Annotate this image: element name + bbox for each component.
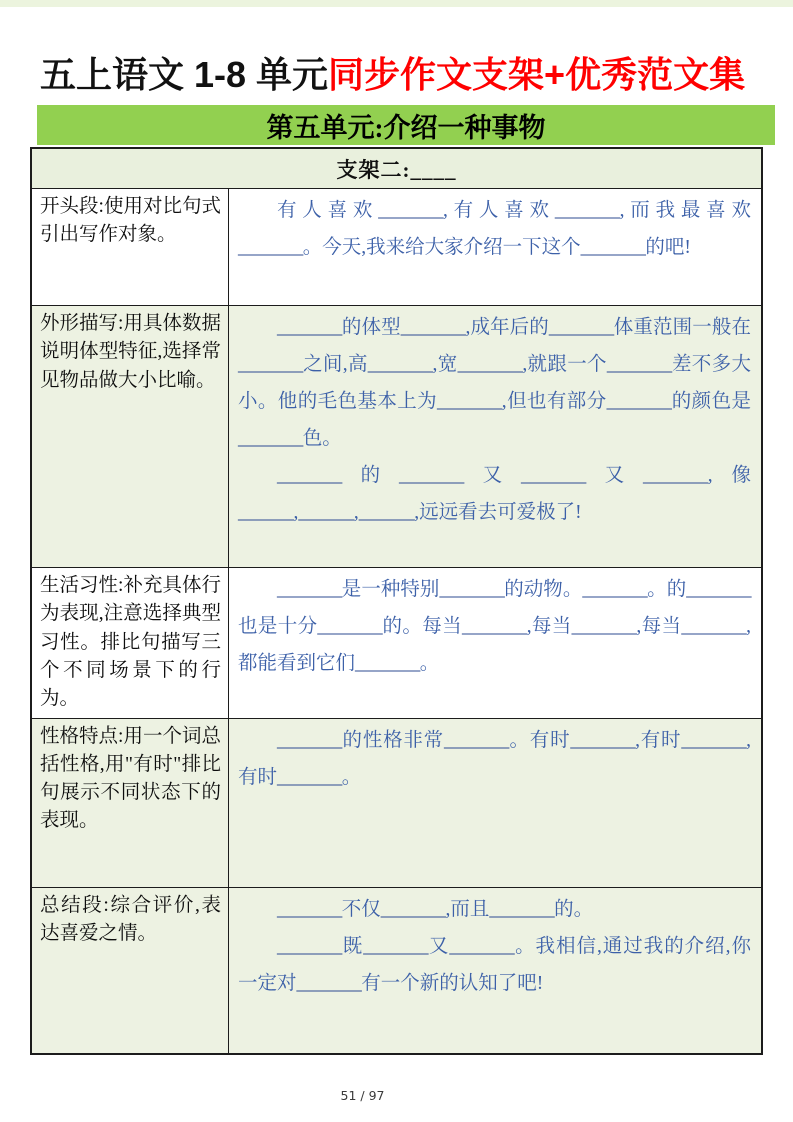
fill-in-blank: ______ [358, 502, 415, 524]
table-row [32, 719, 761, 888]
template-paragraph: _______的性格非常_______。有时_______,有时_______,有时_______。 [238, 729, 751, 788]
fill-in-blank: _______ [606, 391, 672, 413]
top-edge-strip [0, 0, 793, 7]
fill-in-blank: _______ [681, 729, 747, 751]
row-template [229, 189, 761, 305]
row-instruction: 总结段:综合评价,表达喜爱之情。 [32, 888, 229, 1053]
template-paragraph: _______的体型_______,成年后的_______体重范围一般在_______之间,高_______,宽_______,就跟一个_______差不多大小。他的毛色基本上为_______,但也有部分_______的颜色是_______色。 [238, 317, 751, 450]
fill-in-blank: _______ [681, 616, 747, 638]
table-row [32, 888, 761, 1053]
fill-in-blank: _______ [380, 898, 446, 920]
row-instruction: 性格特点:用一个词总括性格,用"有时"排比句展示不同状态下的表现。 [32, 719, 229, 887]
fill-in-blank: _______ [378, 200, 443, 222]
fill-in-blank: _______ [277, 579, 342, 601]
fill-in-blank: _______ [457, 354, 523, 376]
row-template [229, 719, 761, 887]
fill-in-blank: _______ [461, 616, 527, 638]
fill-in-blank: _______ [443, 729, 509, 751]
fill-in-blank: _______ [570, 729, 636, 751]
fill-in-blank: _______ [548, 317, 614, 339]
row-instruction: 生活习性:补充具体行为表现,注意选择典型习性。排比句描写三个不同场景下的行为。 [32, 568, 229, 717]
fill-in-blank: _______ [238, 428, 303, 450]
fill-in-blank: _______ [642, 465, 708, 487]
fill-in-blank: _______ [606, 354, 672, 376]
fill-in-blank: _______ [367, 354, 433, 376]
unit-banner [37, 105, 775, 145]
fill-in-blank: _______ [437, 391, 502, 413]
table-body [32, 189, 761, 1052]
fill-in-blank: _______ [363, 935, 428, 957]
page-title-black-part: 五上语文 1-8 单元 [40, 54, 329, 95]
fill-in-blank: _______ [398, 465, 464, 487]
page-title [40, 53, 793, 96]
template-paragraph: _______既_______又_______。我相信,通过我的介绍,你一定对_______有一个新的认知了吧! [238, 935, 751, 994]
row-instruction: 外形描写:用具体数据说明体型特征,选择常见物品做大小比喻。 [32, 306, 229, 567]
fill-in-blank: _______ [439, 579, 505, 601]
fill-in-blank: _______ [582, 579, 648, 601]
fill-in-blank: ______ [238, 502, 294, 524]
fill-in-blank: _______ [489, 898, 555, 920]
table-row [32, 568, 761, 718]
fill-in-blank: _______ [277, 317, 342, 339]
fill-in-blank: _______ [686, 579, 751, 601]
fill-in-blank: _______ [238, 354, 303, 376]
fill-in-blank: _______ [317, 616, 383, 638]
page-number: 51 / 97 [340, 1087, 385, 1103]
page-title-red-part: 同步作文支架+优秀范文集 [328, 54, 746, 95]
fill-in-blank: _______ [571, 616, 637, 638]
scaffold-table [30, 147, 763, 1054]
table-header-row [32, 149, 761, 189]
table-row [32, 306, 761, 568]
row-template [229, 568, 761, 717]
fill-in-blank: _______ [277, 898, 342, 920]
fill-in-blank: _______ [277, 465, 342, 487]
row-template [229, 888, 761, 1053]
template-paragraph: 有人喜欢_______,有人喜欢_______,而我最喜欢_______。今天,我来给大家介绍一下这个_______的吧! [238, 200, 751, 259]
table-header-label: 支架二:____ [336, 157, 457, 182]
fill-in-blank: _______ [554, 200, 620, 222]
fill-in-blank: _______ [277, 729, 342, 751]
fill-in-blank: _______ [520, 465, 586, 487]
row-instruction: 开头段:使用对比句式引出写作对象。 [32, 189, 229, 305]
row-template [229, 306, 761, 567]
unit-banner-label: 第五单元:介绍一种事物 [266, 112, 546, 143]
fill-in-blank: _______ [449, 935, 515, 957]
fill-in-blank: ______ [298, 502, 354, 524]
fill-in-blank: _______ [580, 237, 646, 259]
template-paragraph: _______不仅_______,而且_______的。 [277, 898, 594, 920]
fill-in-blank: _______ [238, 237, 303, 259]
table-row [32, 189, 761, 306]
fill-in-blank: _______ [277, 935, 342, 957]
fill-in-blank: _______ [277, 766, 342, 788]
template-paragraph: _______是一种特别_______的动物。_______。的_______也是十分_______的。每当_______,每当_______,每当_______,都能看到它们_______。 [238, 579, 751, 675]
fill-in-blank: _______ [355, 653, 420, 675]
template-paragraph: _______的_______又_______又_______,像______,______,______,远远看去可爱极了! [238, 465, 751, 524]
fill-in-blank: _______ [296, 972, 362, 994]
fill-in-blank: _______ [400, 317, 466, 339]
